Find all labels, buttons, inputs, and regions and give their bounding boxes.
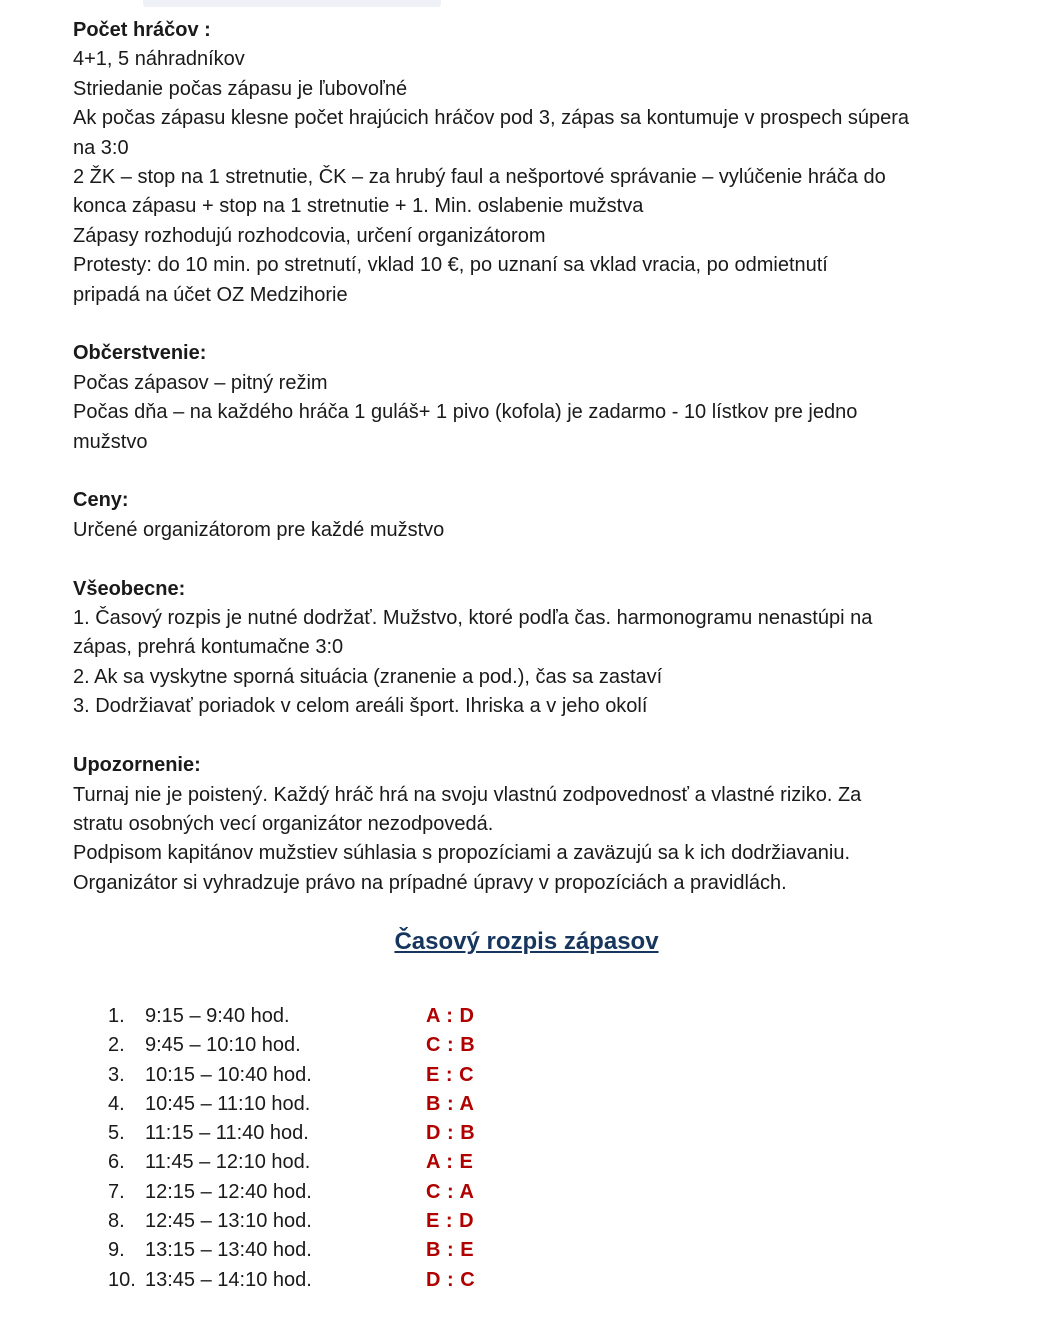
row-match: B : E (426, 1239, 475, 1262)
row-time: 10:15 – 10:40 hod. (145, 1063, 312, 1086)
text-line: Organizátor si vyhradzuje právo na prípadné úpravy v propozíciách a pravidlách. (73, 871, 787, 894)
spacer (73, 545, 993, 574)
spacer (73, 457, 993, 486)
text-line: Určené organizátorom pre každé mužstvo (73, 518, 445, 541)
row-time: 9:15 – 9:40 hod. (145, 1005, 290, 1027)
schedule-title: Časový rozpis zápasov (394, 928, 659, 955)
row-number: 7. (108, 1180, 125, 1203)
row-number: 10. (108, 1268, 136, 1291)
section-ceny (73, 486, 993, 545)
row-match: A : D (426, 1005, 475, 1027)
row-number: 3. (108, 1063, 125, 1086)
spacer (73, 310, 993, 339)
section-heading: Upozornenie: (73, 754, 201, 777)
section-heading: Občerstvenie: (73, 342, 207, 365)
section-upozornenie (73, 751, 993, 898)
row-number: 5. (108, 1122, 125, 1145)
text-line: Turnaj nie je poistený. Každý hráč hrá na svoju vlastnú zodpovednosť a vlastné riziko. Za (73, 783, 862, 806)
text-line: Striedanie počas zápasu je ľubovoľné (73, 77, 408, 100)
row-number: 1. (108, 1005, 125, 1027)
row-number: 2. (108, 1034, 125, 1057)
row-number: 8. (108, 1210, 125, 1233)
text-line: 4+1, 5 náhradníkov (73, 48, 245, 71)
row-match: C : A (426, 1180, 475, 1203)
row-number: 9. (108, 1239, 125, 1262)
section-heading: Všeobecne: (73, 577, 186, 600)
top-edge-strip (143, 0, 441, 7)
row-time: 13:15 – 13:40 hod. (145, 1239, 312, 1262)
section-vseobecne (73, 575, 993, 722)
text-line: mužstvo (73, 430, 148, 453)
text-line: na 3:0 (73, 136, 129, 159)
section-heading: Počet hráčov : (73, 19, 211, 41)
text-line: pripadá na účet OZ Medzihorie (73, 283, 348, 306)
row-match: D : B (426, 1122, 476, 1145)
text-line: Protesty: do 10 min. po stretnutí, vklad 10 €, po uznaní sa vklad vracia, po odmietnutí (73, 254, 828, 277)
text-line: Podpisom kapitánov mužstiev súhlasia s propozíciami a zaväzujú sa k ich dodržiavaniu. (73, 842, 851, 865)
text-line: 2. Ak sa vyskytne sporná situácia (zranenie a pod.), čas sa zastaví (73, 665, 663, 688)
text-line: zápas, prehrá kontumačne 3:0 (73, 636, 344, 659)
section-obcerstvenie (73, 339, 993, 457)
section-heading: Ceny: (73, 489, 129, 512)
document-body (73, 16, 993, 898)
row-time: 11:15 – 11:40 hod. (145, 1122, 309, 1145)
row-time: 11:45 – 12:10 hod. (145, 1151, 311, 1174)
row-match: E : C (426, 1063, 475, 1086)
row-match: B : A (426, 1092, 475, 1115)
text-line: stratu osobných vecí organizátor nezodpovedá. (73, 812, 494, 835)
text-line: Počas zápasov – pitný režim (73, 371, 328, 394)
row-match: E : D (426, 1210, 475, 1233)
row-number: 4. (108, 1092, 125, 1115)
row-match: A : E (426, 1151, 474, 1174)
row-time: 13:45 – 14:10 hod. (145, 1268, 312, 1291)
text-line: Zápasy rozhodujú rozhodcovia, určení organizátorom (73, 224, 546, 247)
text-line: 1. Časový rozpis je nutné dodržať. Mužstvo, ktoré podľa čas. harmonogramu nenastúpi na (73, 607, 873, 630)
row-time: 12:45 – 13:10 hod. (145, 1210, 312, 1233)
row-match: D : C (426, 1268, 476, 1291)
text-line: konca zápasu + stop na 1 stretnutie + 1. Min. oslabenie mužstva (73, 195, 644, 218)
row-number: 6. (108, 1151, 125, 1174)
row-match: C : B (426, 1034, 476, 1057)
row-time: 9:45 – 10:10 hod. (145, 1034, 301, 1057)
section-pocet-hracov (73, 16, 993, 310)
text-line: 2 ŽK – stop na 1 stretnutie, ČK – za hrubý faul a nešportové správanie – vylúčenie hráča do (73, 166, 886, 189)
spacer (73, 722, 993, 751)
row-time: 10:45 – 11:10 hod. (145, 1092, 311, 1115)
text-line: Ak počas zápasu klesne počet hrajúcich hráčov pod 3, zápas sa kontumuje v prospech súpera (73, 107, 910, 130)
text-line: 3. Dodržiavať poriadok v celom areáli šport. Ihriska a v jeho okolí (73, 695, 648, 718)
text-line: Počas dňa – na každého hráča 1 guláš+ 1 pivo (kofola) je zadarmo - 10 lístkov pre jedno (73, 401, 858, 424)
row-time: 12:15 – 12:40 hod. (145, 1180, 312, 1203)
